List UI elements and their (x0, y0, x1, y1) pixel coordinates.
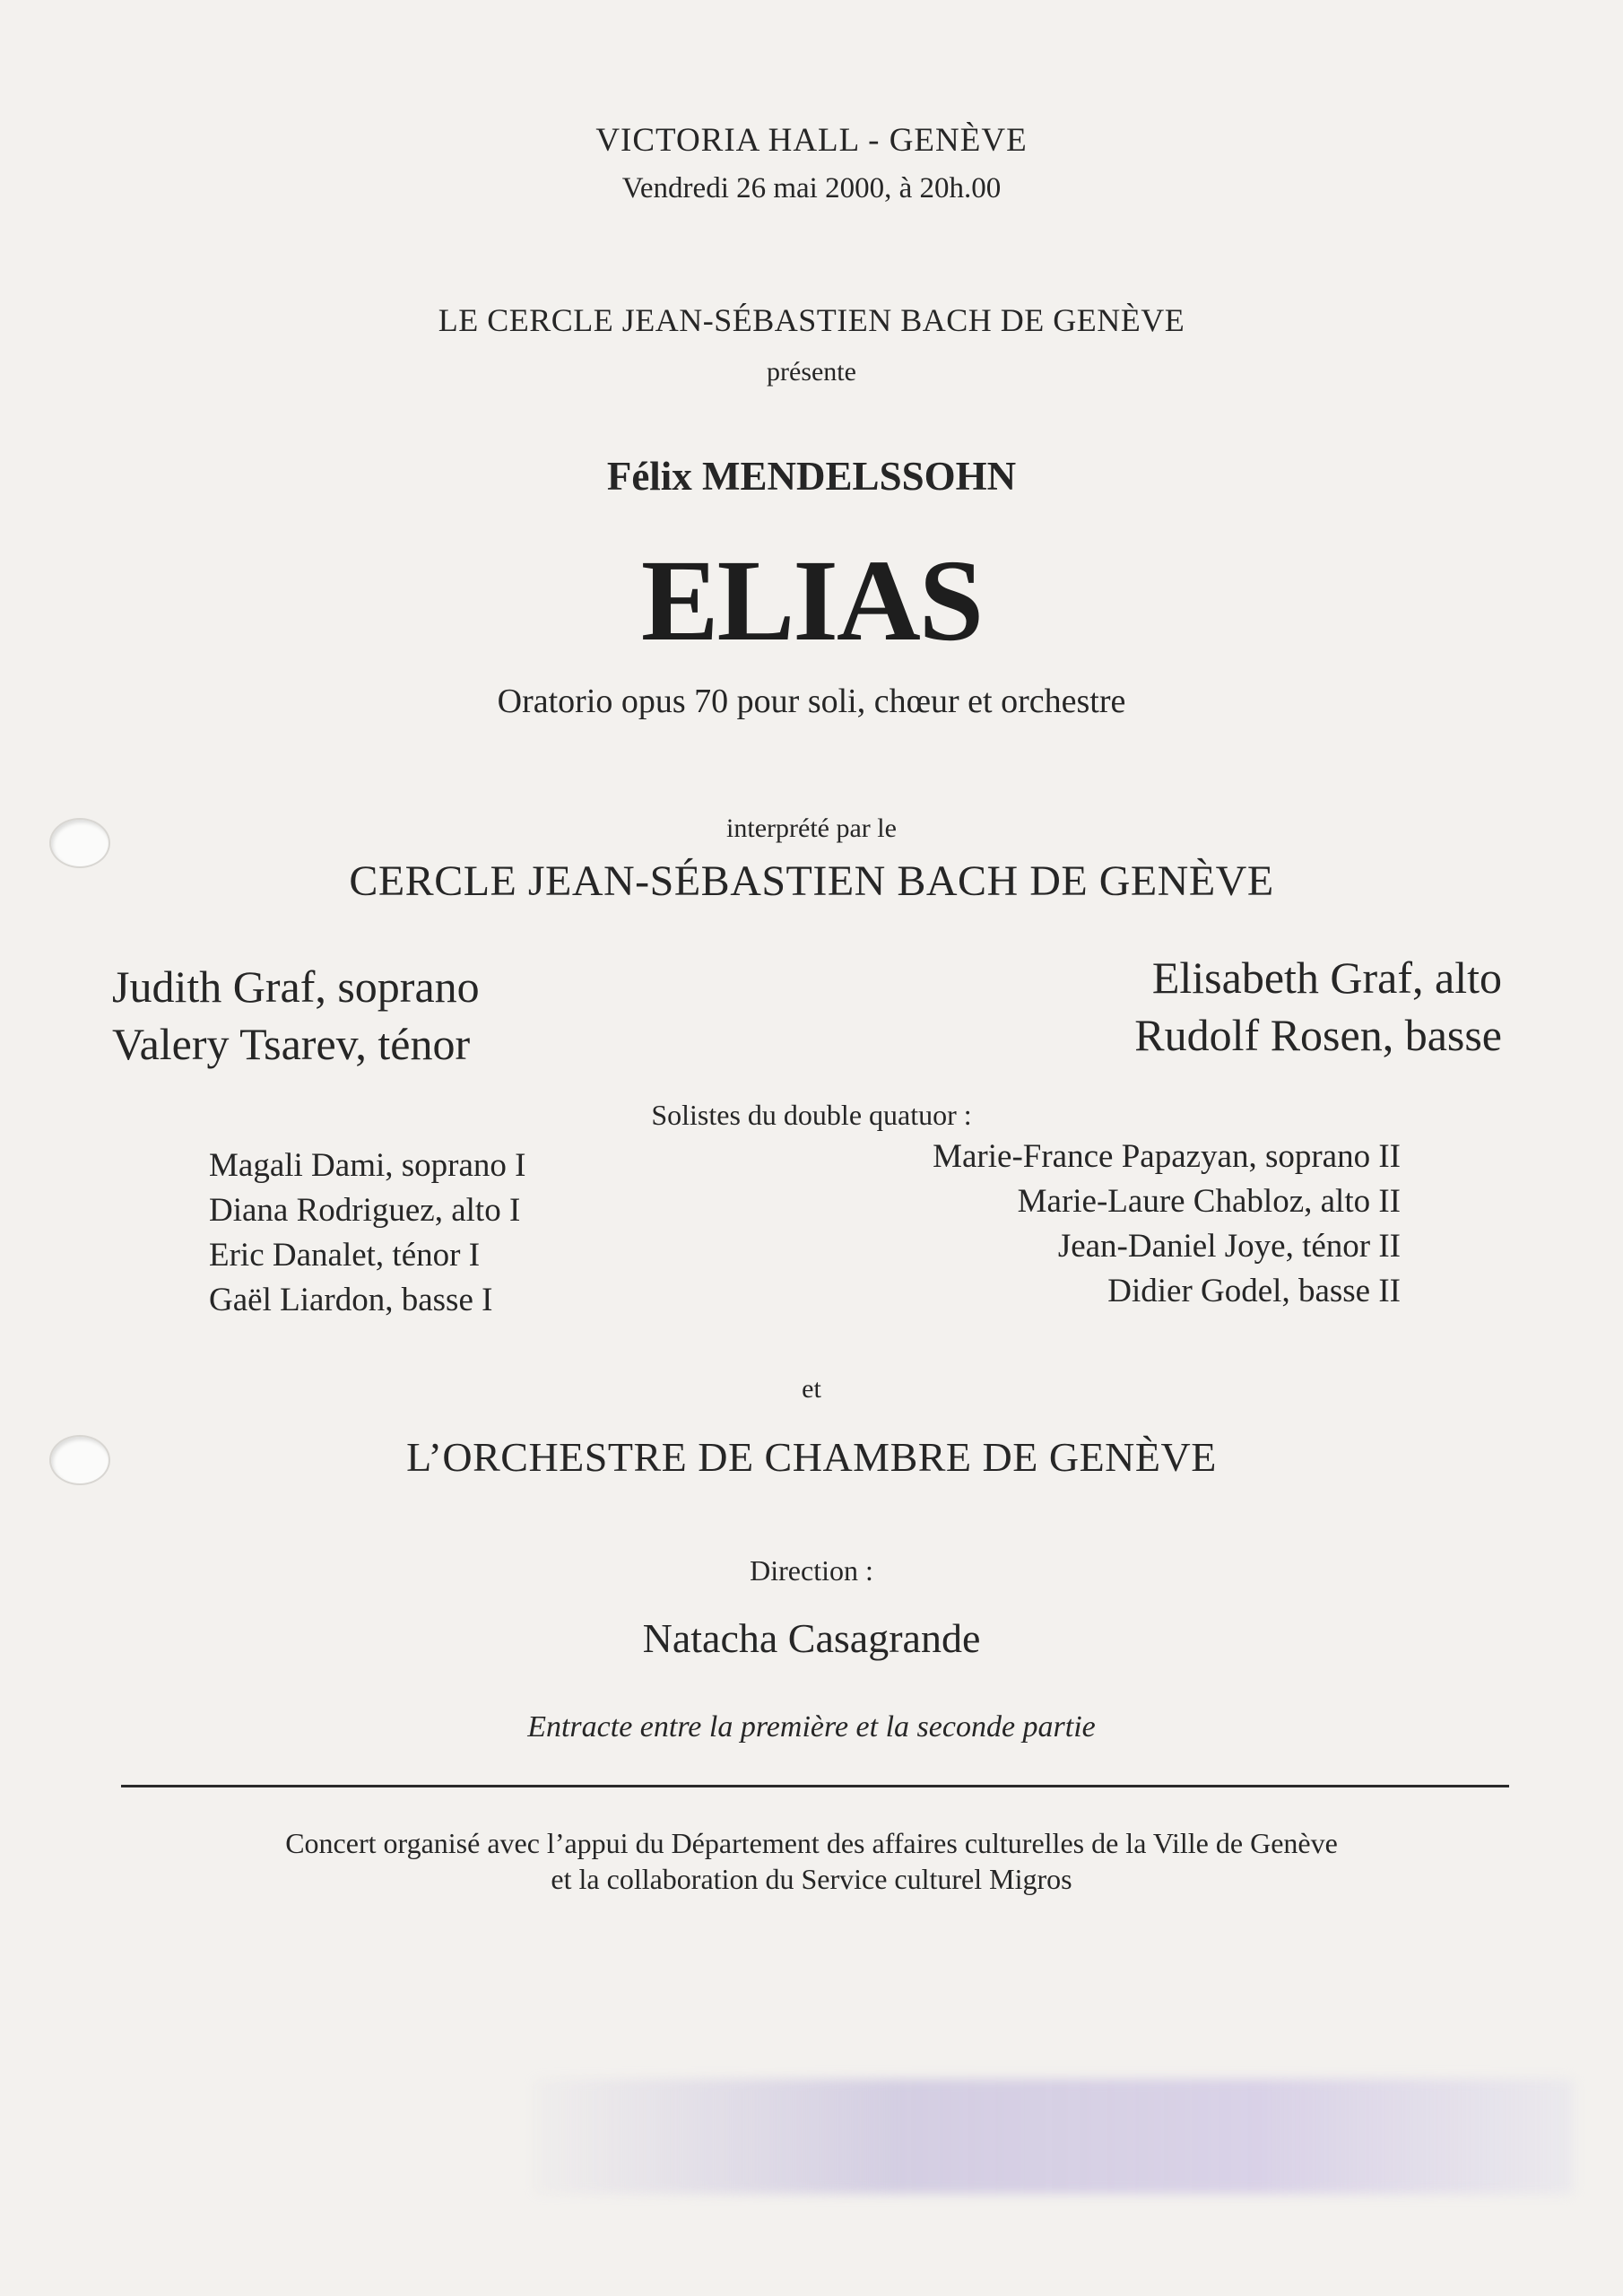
choir-name: CERCLE JEAN-SÉBASTIEN BACH DE GENÈVE (349, 857, 1274, 905)
direction-label: Direction : (750, 1554, 873, 1587)
double-quartet-title: Solistes du double quatuor : (651, 1099, 972, 1131)
presenter-verb: présente (767, 357, 856, 387)
quartet-member: Gaël Liardon, basse I (209, 1282, 493, 1318)
soloist: Elisabeth Graf, alto (1151, 952, 1502, 1003)
venue: VICTORIA HALL - GENÈVE (595, 122, 1028, 159)
presenter-name: LE CERCLE JEAN-SÉBASTIEN BACH DE GENÈVE (438, 302, 1185, 338)
quartet-member: Marie-Laure Chabloz, alto II (1017, 1183, 1401, 1220)
footer-credits (0, 1825, 1623, 1897)
soloist: Rudolf Rosen, basse (1134, 1010, 1502, 1060)
quartet-member: Marie-France Papazyan, soprano II (933, 1138, 1401, 1175)
intermission-note: Entracte entre la première et la seconde partie (527, 1710, 1096, 1744)
divider (121, 1785, 1509, 1787)
quartet-member: Jean-Daniel Joye, ténor II (1057, 1228, 1401, 1265)
quartet-member: Didier Godel, basse II (1107, 1273, 1401, 1309)
quartet-member: Eric Danalet, ténor I (209, 1237, 481, 1274)
quartet-member: Magali Dami, soprano I (209, 1147, 526, 1184)
work-subtitle: Oratorio opus 70 pour soli, chœur et orchestre (497, 683, 1126, 720)
scan-smudge (534, 2079, 1574, 2194)
soloists-left (112, 958, 480, 1073)
orchestra-name: L’ORCHESTRE DE CHAMBRE DE GENÈVE (406, 1434, 1217, 1480)
soloist: Valery Tsarev, ténor (112, 1019, 471, 1069)
conjunction: et (802, 1374, 821, 1404)
double-quartet-left (209, 1144, 525, 1323)
double-quartet-right (681, 1135, 1401, 1314)
soloists-right (986, 949, 1502, 1064)
quartet-member: Diana Rodriguez, alto I (209, 1192, 521, 1229)
soloist: Judith Graf, soprano (112, 961, 480, 1012)
work-title: ELIAS (640, 536, 983, 665)
footer-line: Concert organisé avec l’appui du Département des affaires culturelles de la Ville de Genève (285, 1827, 1338, 1859)
composer: Félix MENDELSSOHN (606, 454, 1017, 499)
conductor-name: Natacha Casagrande (642, 1615, 981, 1661)
performers-intro: interprété par le (726, 813, 897, 843)
concert-date: Vendredi 26 mai 2000, à 20h.00 (621, 172, 1002, 204)
footer-line: et la collaboration du Service culturel Migros (551, 1863, 1072, 1895)
